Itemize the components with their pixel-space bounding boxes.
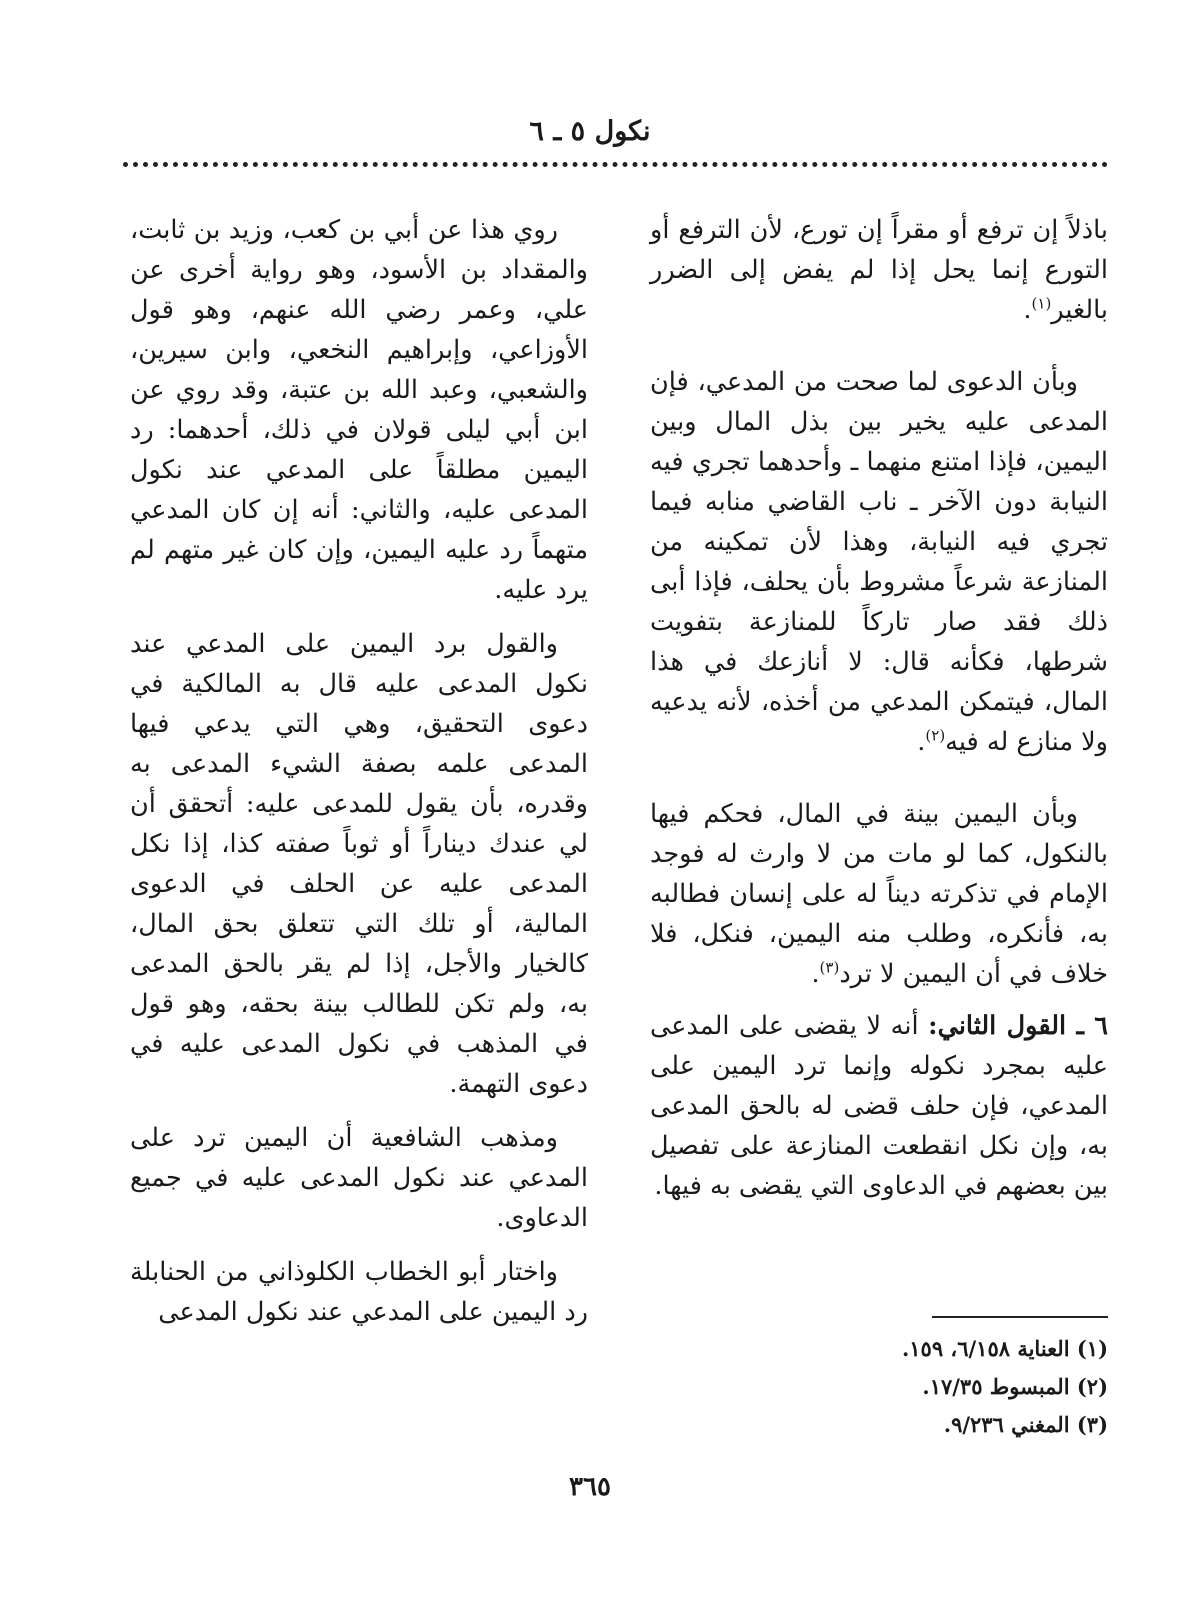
paragraph — [650, 1006, 1108, 1206]
period: . — [917, 727, 926, 757]
paragraph-text: أنه لا يقضى على المدعى عليه بمجرد نكوله وإنما ترد اليمين على المدعي، فإن حلف قضى له بالحق المدعى به، وإن نكل انقطعت المنازعة على تفصيل بين بعضهم في الدعاوى التي يقضى به فيها. — [650, 1011, 1108, 1201]
running-header — [0, 116, 1180, 147]
period: . — [1023, 295, 1032, 325]
footnote: (٢) المبسوط ١٧/٣٥. — [922, 1374, 1108, 1399]
left-column — [130, 210, 588, 1346]
paragraph: روي هذا عن أبي بن كعب، وزيد بن ثابت، والمقداد بن الأسود، وهو رواية أخرى عن علي، وعمر رضي الله عنهم، وهو قول الأوزاعي، وإبراهيم النخعي، وابن سيرين، والشعبي، وعبد الله بن عتبة، وقد روي عن ابن أبي ليلى قولان في ذلك، أحدهما: رد اليمين مطلقاً على المدعي عند نكول المدعى عليه، والثاني: أنه إن كان المدعي متهماً رد عليه اليمين، وإن كان غير متهم لم يرد عليه. — [130, 215, 588, 605]
paragraph — [650, 794, 1108, 994]
header-dotted-rule — [123, 162, 1108, 167]
paragraph-text: وبأن الدعوى لما صحت من المدعي، فإن المدعى عليه يخير بين بذل المال وبين اليمين، فإذا امتنع منهما ـ وأحدهما تجري فيه النيابة دون الآخر ـ ناب القاضي منابه فيما تجري فيه النيابة، وهذا لأن تمكينه من المنازعة شرعاً مشروط بأن يحلف، فإذا أبى ذلك فقد صار تاركاً للمنازعة بتفويت شرطها، فكأنه قال: لا أنازعك في هذا المال، فيتمكن المدعي من أخذه، لأنه يدعيه ولا منازع له فيه — [650, 367, 1108, 757]
section-heading: ٦ ـ القول الثاني: — [928, 1011, 1108, 1041]
footnote-separator — [932, 1316, 1108, 1318]
paragraph-text: باذلاً إن ترفع أو مقراً إن تورع، لأن الترفع أو التورع إنما يحل إذا لم يفض إلى الضرر بالغير — [650, 215, 1108, 325]
footnote-ref: (١) — [1031, 294, 1052, 313]
footnote-ref: (٢) — [925, 726, 946, 745]
paragraph: واختار أبو الخطاب الكلوذاني من الحنابلة رد اليمين على المدعي عند نكول المدعى — [130, 1257, 588, 1327]
paragraph — [650, 210, 1108, 330]
right-column — [650, 210, 1108, 1238]
footnote: (١) العناية ٦/١٥٨، ١٥٩. — [901, 1336, 1108, 1361]
paragraph — [650, 362, 1108, 762]
paragraph: والقول برد اليمين على المدعي عند نكول المدعى عليه قال به المالكية في دعوى التحقيق، وهي التي يدعي فيها المدعى علمه بصفة الشيء المدعى به وقدره، بأن يقول للمدعى عليه: أتحقق أن لي عندك ديناراً أو ثوباً صفته كذا، إذا نكل المدعى عليه عن الحلف في الدعوى المالية، أو تلك التي تتعلق بحق المال، كالخيار والأجل، إذا لم يقر بالحق المدعى به، ولم تكن للطالب بينة بحقه، وهو قول في المذهب في نكول المدعى عليه في دعوى التهمة. — [130, 629, 588, 1099]
page-number: ٣٦٥ — [569, 1472, 611, 1502]
footnote: (٣) المغني ٩/٢٣٦. — [943, 1412, 1108, 1437]
paragraph-text: وبأن اليمين بينة في المال، فحكم فيها بالنكول، كما لو مات من لا وارث له فوجد الإمام في تذكرته ديناً له على إنسان فطالبه به، فأنكره، وطلب منه اليمين، فنكل، فلا خلاف في أن اليمين لا ترد — [650, 799, 1108, 989]
header-title: نكول ٥ ـ ٦ — [529, 116, 651, 147]
footnote-ref: (٣) — [819, 958, 840, 977]
period: . — [811, 959, 820, 989]
paragraph: ومذهب الشافعية أن اليمين ترد على المدعي عند نكول المدعى عليه في جميع الدعاوى. — [130, 1123, 588, 1233]
footnotes — [650, 1330, 1108, 1444]
